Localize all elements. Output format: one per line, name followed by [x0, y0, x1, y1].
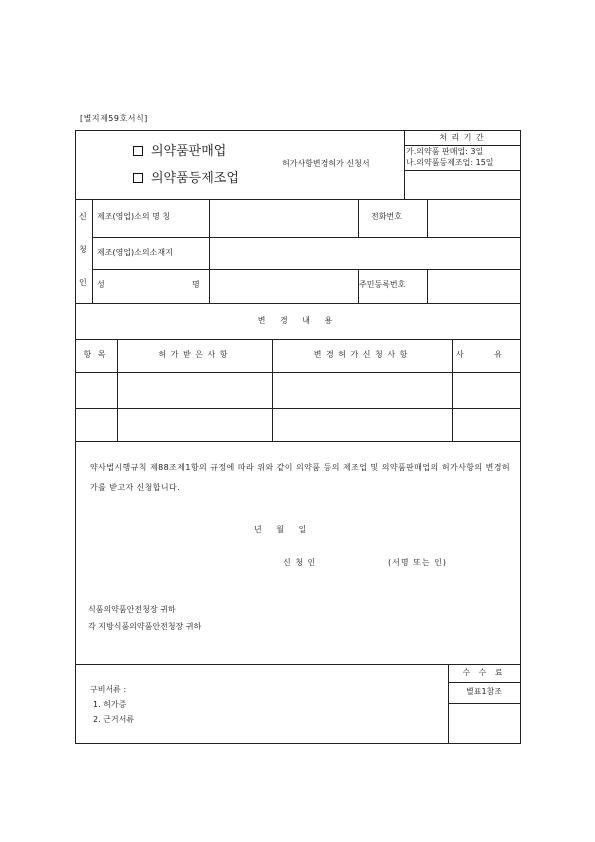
phone-label: 전화번호 — [371, 212, 402, 221]
person-name-label-a: 성 — [97, 280, 105, 289]
applicant-signature-label: 신 청 인 — [283, 558, 317, 567]
processing-sales: 가.의약품 판매업: 3일 — [406, 147, 484, 156]
change-row-1-requested[interactable] — [273, 373, 450, 406]
fee-value: 별표1참조 — [465, 687, 502, 696]
business-address-label: 제조(영업)소의소재지 — [97, 248, 173, 257]
required-document-evidence: 2. 근거서류 — [93, 715, 135, 724]
applicant-side-label-2: 청 — [79, 245, 87, 254]
business-name-field[interactable] — [210, 200, 356, 236]
form-subtitle: 허가사항변경허가 신청서 — [282, 159, 370, 168]
person-name-label-b: 명 — [192, 280, 200, 289]
application-date[interactable]: 년 월 일 — [254, 525, 307, 534]
change-row-2-requested[interactable] — [273, 408, 450, 440]
signature-note: (서명 또는 인) — [388, 558, 447, 567]
phone-field[interactable] — [428, 200, 518, 236]
applicant-side-label-3: 인 — [79, 278, 87, 287]
change-details-header: 변 경 내 용 — [257, 316, 339, 325]
change-row-2-reason[interactable] — [453, 408, 519, 440]
col-item-header: 항 목 — [83, 350, 108, 359]
person-name-field[interactable] — [210, 270, 356, 302]
title-option-pharma-sales[interactable]: 의약품판매업 — [133, 144, 226, 160]
change-row-2-item[interactable] — [77, 408, 115, 440]
change-row-1-approved[interactable] — [118, 373, 270, 406]
col-reason-header: 사 유 — [456, 350, 516, 359]
resident-number-label: 주민등록번호 — [359, 280, 406, 289]
change-row-2-approved[interactable] — [118, 408, 270, 440]
business-name-label: 제조(영업)소의 명 칭 — [97, 212, 171, 221]
change-row-1-reason[interactable] — [453, 373, 519, 406]
col-requested-header: 변 경 허 가 신 청 사 항 — [313, 350, 409, 359]
recipient-regional: 각 지방식품의약품안전청장 귀하 — [88, 622, 202, 631]
processing-manufacturing: 나.의약품등제조업: 15일 — [406, 158, 494, 167]
checkbox-pharma-manufacturing[interactable] — [133, 173, 143, 183]
title-option-pharma-manufacturing[interactable]: 의약품등제조업 — [133, 171, 239, 187]
fee-header: 수 수 료 — [462, 668, 506, 677]
checkbox-pharma-sales[interactable] — [133, 146, 143, 156]
resident-number-field[interactable] — [428, 270, 518, 302]
col-approved-header: 허 가 받 은 사 항 — [158, 350, 229, 359]
required-documents-header: 구비서류 : — [90, 685, 127, 694]
application-statement: 약사법시행규칙 제88조제1항의 규정에 따라 위와 같이 의약품 등의 제조업 및 의약품판매업의 허가사항의 변경허가를 받고자 신청합니다. — [90, 463, 510, 492]
recipient-main: 식품의약품안전청장 귀하 — [88, 605, 176, 614]
form-number: [별지제59호서식] — [80, 114, 148, 123]
processing-header: 처 리 기 간 — [439, 133, 485, 142]
required-document-license: 1. 허가증 — [93, 700, 127, 709]
applicant-side-label-1: 신 — [79, 212, 87, 221]
change-row-1-item[interactable] — [77, 373, 115, 406]
business-address-field[interactable] — [210, 238, 518, 268]
